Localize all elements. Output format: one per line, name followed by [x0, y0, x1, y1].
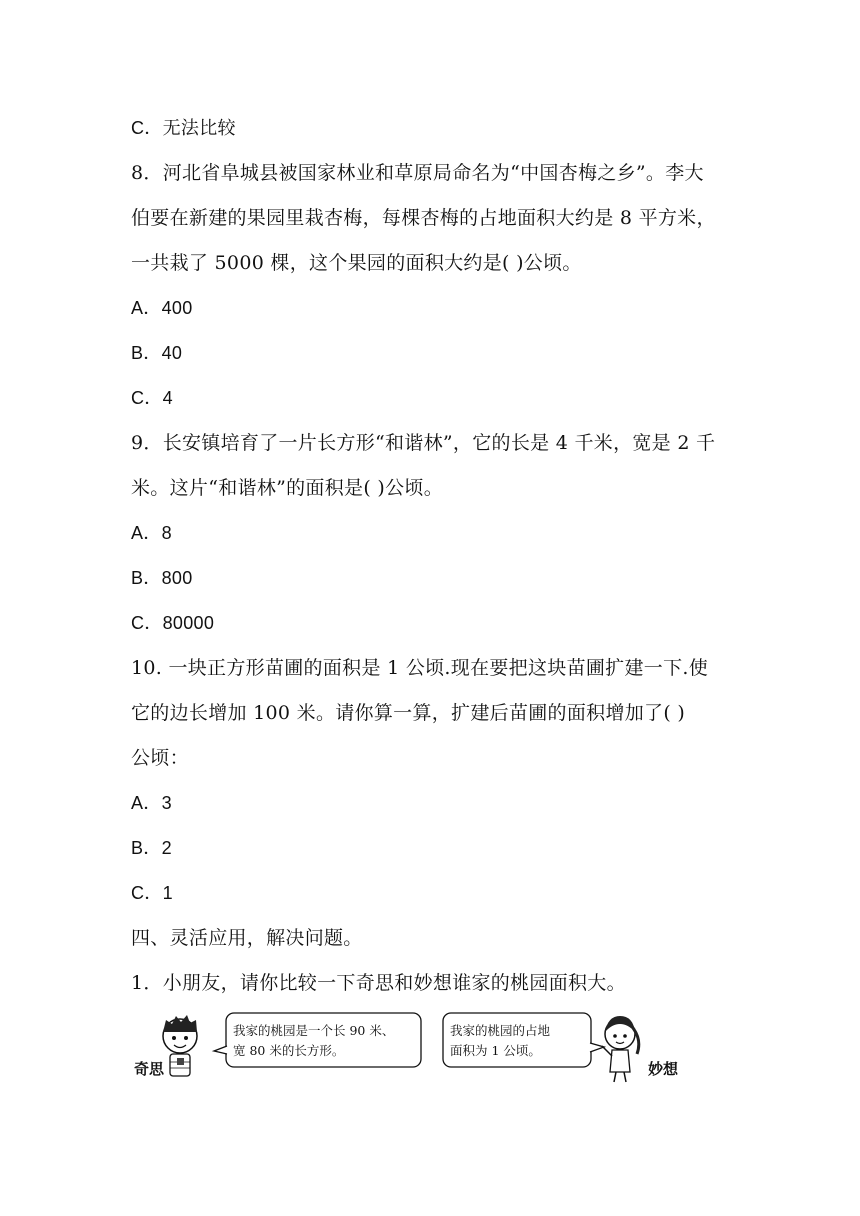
q8-stem-line-1: 8．河北省阜城县被国家林业和草原局命名为“中国杏梅之乡”。李大 [131, 162, 704, 184]
qisi-boy-figure [163, 1015, 197, 1076]
q7-option-c: C．无法比较 [131, 118, 236, 138]
miaoxiang-bubble-line-1: 我家的桃园的占地 [450, 1023, 551, 1038]
qisi-bubble-line-2: 宽 80 米的长方形。 [233, 1043, 345, 1058]
q10-option-b: B．2 [131, 838, 172, 858]
q10-stem-line-2: 它的边长增加 100 米。请你算一算，扩建后苗圃的面积增加了( ) [131, 702, 686, 724]
q10-option-a: A．3 [131, 793, 172, 813]
qisi-speech-bubble [214, 1013, 421, 1067]
q10-stem-line-3: 公顷： [131, 747, 189, 769]
section-four-heading: 四、灵活应用，解决问题。 [131, 927, 363, 949]
q8-option-b: B．40 [131, 343, 183, 363]
q9-option-c: C．80000 [131, 613, 215, 633]
problem-1-stem: 1．小朋友，请你比较一下奇思和妙想谁家的桃园面积大。 [131, 972, 626, 994]
q10-stem-line-1: 10. 一块正方形苗圃的面积是 1 公顷.现在要把这块苗圃扩建一下.使 [131, 657, 709, 679]
dialogue-illustration [130, 1010, 690, 1085]
miaoxiang-girl-figure [602, 1016, 639, 1082]
miaoxiang-bubble-line-2: 面积为 1 公顷。 [450, 1043, 541, 1058]
q9-option-b: B．800 [131, 568, 193, 588]
q10-option-c: C．1 [131, 883, 173, 903]
qisi-bubble-line-1: 我家的桃园是一个长 90 米、 [233, 1023, 395, 1038]
q8-option-a: A．400 [131, 298, 193, 318]
miaoxiang-name-label: 妙想 [648, 1060, 679, 1078]
miaoxiang-speech-bubble [443, 1013, 604, 1067]
q8-option-c: C．4 [131, 388, 173, 408]
qisi-name-label: 奇思 [134, 1060, 165, 1078]
q8-stem-line-2: 伯要在新建的果园里栽杏梅，每棵杏梅的占地面积大约是 8 平方米， [131, 207, 716, 229]
q9-option-a: A．8 [131, 523, 172, 543]
q8-stem-line-3: 一共栽了 5000 棵，这个果园的面积大约是( )公顷。 [131, 252, 582, 274]
q9-stem-line-2: 米。这片“和谐林”的面积是( )公顷。 [131, 477, 443, 499]
q9-stem-line-1: 9．长安镇培育了一片长方形“和谐林”，它的长是 4 千米，宽是 2 千 [131, 432, 716, 454]
